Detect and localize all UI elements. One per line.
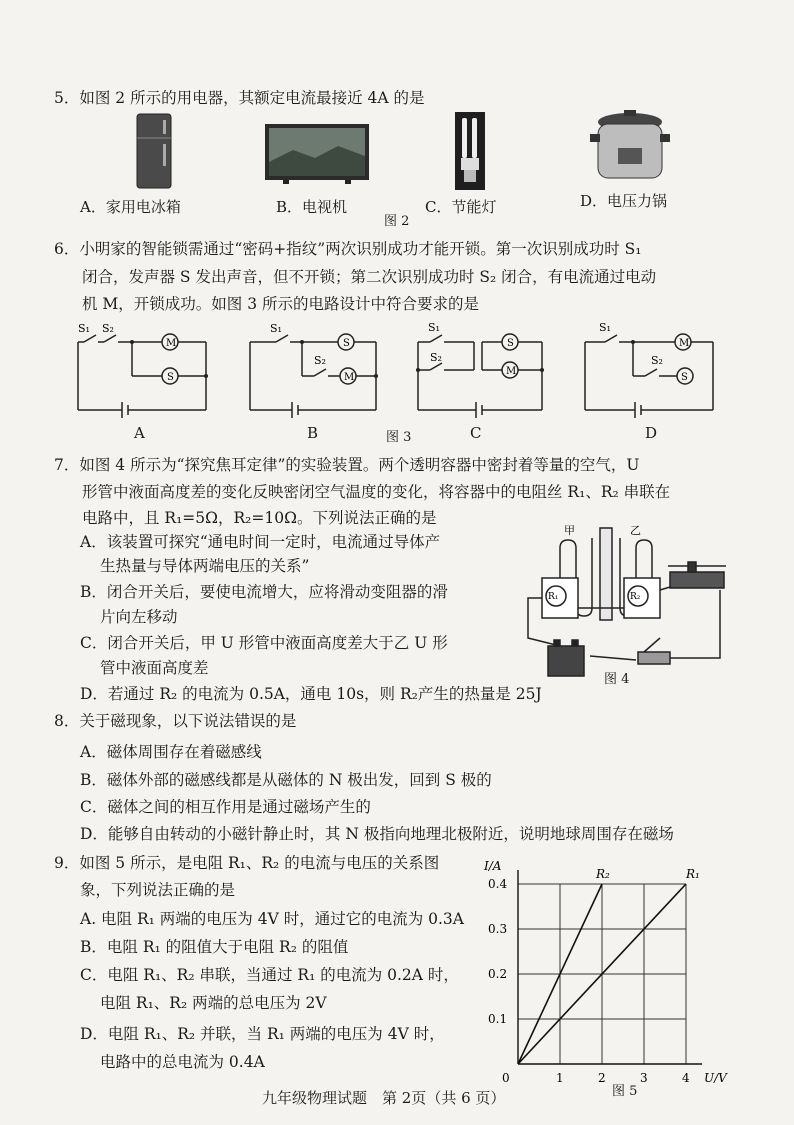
figure-4-apparatus	[520, 524, 730, 688]
svg-text:S₁: S₁	[78, 322, 90, 335]
x-tick-label: 2	[598, 1071, 606, 1085]
x-axis-label: U/V	[704, 1071, 727, 1085]
q9-option-d-line-1: D．电阻 R₁、R₂ 并联，当 R₁ 两端的电压为 4V 时，	[80, 1025, 445, 1043]
y-tick-label: 0.3	[488, 922, 508, 936]
q9-option-d-line-2: 电路中的总电流为 0.4A	[100, 1053, 265, 1071]
svg-text:S₂: S₂	[102, 322, 114, 335]
figure-2-caption: 图 2	[384, 214, 410, 229]
q9-line-2: 象，下列说法正确的是	[80, 881, 236, 899]
figure-5-caption: 图 5	[612, 1084, 638, 1099]
q6-line-2: 闭合，发声器 S 发出声音，但不开锁；第二次识别成功时 S₂ 闭合，有电流通过电动	[82, 268, 657, 286]
x-tick-label: 0	[502, 1071, 510, 1085]
circuit-label-d: D	[645, 424, 658, 442]
q6-line-3: 机 M，开锁成功。如图 3 所示的电路设计中符合要求的是	[82, 295, 480, 313]
figure-4-label-r1: R₁	[548, 592, 559, 602]
q9-option-c-line-2: 电阻 R₁、R₂ 两端的总电压为 2V	[100, 994, 327, 1012]
q7-line-3: 电路中，且 R₁=5Ω，R₂=10Ω。下列说法正确的是	[82, 509, 437, 527]
q7-option-d: D．若通过 R₂ 的电流为 0.5A，通电 10s，则 R₂产生的热量是 25J	[80, 685, 542, 703]
q9-option-a: A. 电阻 R₁ 两端的电压为 4V 时，通过它的电流为 0.3A	[80, 910, 464, 928]
q8-option-b: B．磁体外部的磁感线都是从磁体的 N 极出发，回到 S 极的	[80, 771, 492, 789]
figure-4-label-jia: 甲	[564, 524, 575, 537]
circuit-b	[250, 318, 385, 418]
q9-line-1: 9．如图 5 所示，是电阻 R₁、R₂ 的电流与电压的关系图	[54, 854, 440, 872]
figure-3-caption: 图 3	[386, 430, 412, 445]
svg-text:M: M	[166, 338, 177, 349]
energy-saving-lamp-image	[455, 112, 485, 190]
q8-stem: 8．关于磁现象，以下说法错误的是	[54, 712, 297, 730]
figure-4-caption: 图 4	[604, 672, 630, 687]
circuit-c	[418, 318, 553, 418]
svg-text:M: M	[679, 338, 690, 349]
q7-line-1: 7．如图 4 所示为“探究焦耳定律”的实验装置。两个透明容器中密封着等量的空气，U	[54, 456, 640, 474]
q7-line-2: 形管中液面高度差的变化反映密闭空气温度的变化，将容器中的电阻丝 R₁、R₂ 串联在	[82, 483, 671, 501]
svg-text:S₁: S₁	[270, 322, 282, 335]
q5-stem: 5．如图 2 所示的用电器，其额定电流最接近 4A 的是	[54, 89, 425, 107]
y-tick-label: 0.1	[488, 1012, 508, 1026]
svg-text:S₁: S₁	[428, 321, 440, 334]
svg-text:S: S	[507, 338, 514, 349]
svg-text:S: S	[343, 338, 350, 349]
q7-option-a-line-2: 生热量与导体两端电压的关系”	[100, 557, 310, 575]
q7-option-c-line-2: 管中液面高度差	[100, 659, 209, 677]
y-axis-label: I/A	[484, 859, 502, 873]
x-tick-label: 1	[556, 1071, 564, 1085]
y-tick-label: 0.2	[488, 967, 508, 981]
refrigerator-image	[135, 112, 175, 190]
svg-text:S₁: S₁	[599, 321, 611, 334]
q5-option-d: D．电压力锅	[580, 192, 668, 210]
q7-option-b-line-2: 片向左移动	[100, 608, 178, 626]
svg-text:S₂: S₂	[314, 354, 326, 367]
q9-option-b: B．电阻 R₁ 的阻值大于电阻 R₂ 的阻值	[80, 938, 349, 956]
svg-text:M: M	[506, 366, 517, 377]
page-footer: 九年级物理试题 第 2页（共 6 页）	[262, 1089, 506, 1107]
series-label: R₂	[596, 867, 610, 881]
svg-text:S₂: S₂	[430, 351, 442, 364]
circuit-label-a: A	[134, 424, 145, 442]
series-label: R₁	[686, 867, 700, 881]
x-tick-label: 3	[640, 1071, 648, 1085]
q8-option-c: C．磁体之间的相互作用是通过磁场产生的	[80, 798, 371, 816]
y-tick-label: 0.4	[488, 877, 508, 891]
circuit-a	[78, 318, 213, 418]
circuit-d	[585, 318, 720, 418]
pressure-cooker-image	[588, 108, 672, 188]
svg-text:S₂: S₂	[651, 354, 663, 367]
svg-text:M: M	[344, 372, 355, 383]
q9-option-c-line-1: C．电阻 R₁、R₂ 串联，当通过 R₁ 的电流为 0.2A 时，	[80, 966, 459, 984]
q5-option-c: C．节能灯	[425, 198, 497, 216]
q7-option-b-line-1: B．闭合开关后，要使电流增大，应将滑动变阻器的滑	[80, 583, 448, 601]
q7-option-c-line-1: C．闭合开关后，甲 U 形管中液面高度差大于乙 U 形	[80, 634, 448, 652]
figure-5-chart	[480, 852, 740, 1085]
q5-option-b: B．电视机	[276, 198, 348, 216]
q8-option-a: A．磁体周围存在着磁感线	[80, 743, 262, 761]
q8-option-d: D．能够自由转动的小磁针静止时，其 N 极指向地理北极附近，说明地球周围存在磁场	[80, 825, 674, 843]
tv-image	[263, 122, 371, 184]
q5-option-a: A．家用电冰箱	[80, 198, 181, 216]
figure-4-label-r2: R₂	[630, 592, 641, 602]
x-tick-label: 4	[682, 1071, 690, 1085]
circuit-label-b: B	[307, 424, 319, 442]
svg-text:S: S	[681, 372, 688, 383]
svg-text:S: S	[167, 372, 174, 383]
circuit-label-c: C	[470, 424, 482, 442]
q7-option-a-line-1: A．该装置可探究“通电时间一定时，电流通过导体产	[80, 533, 441, 551]
figure-4-label-yi: 乙	[630, 524, 641, 537]
q6-line-1: 6．小明家的智能锁需通过“密码+指纹”两次识别成功才能开锁。第一次识别成功时 S₁	[54, 240, 642, 258]
